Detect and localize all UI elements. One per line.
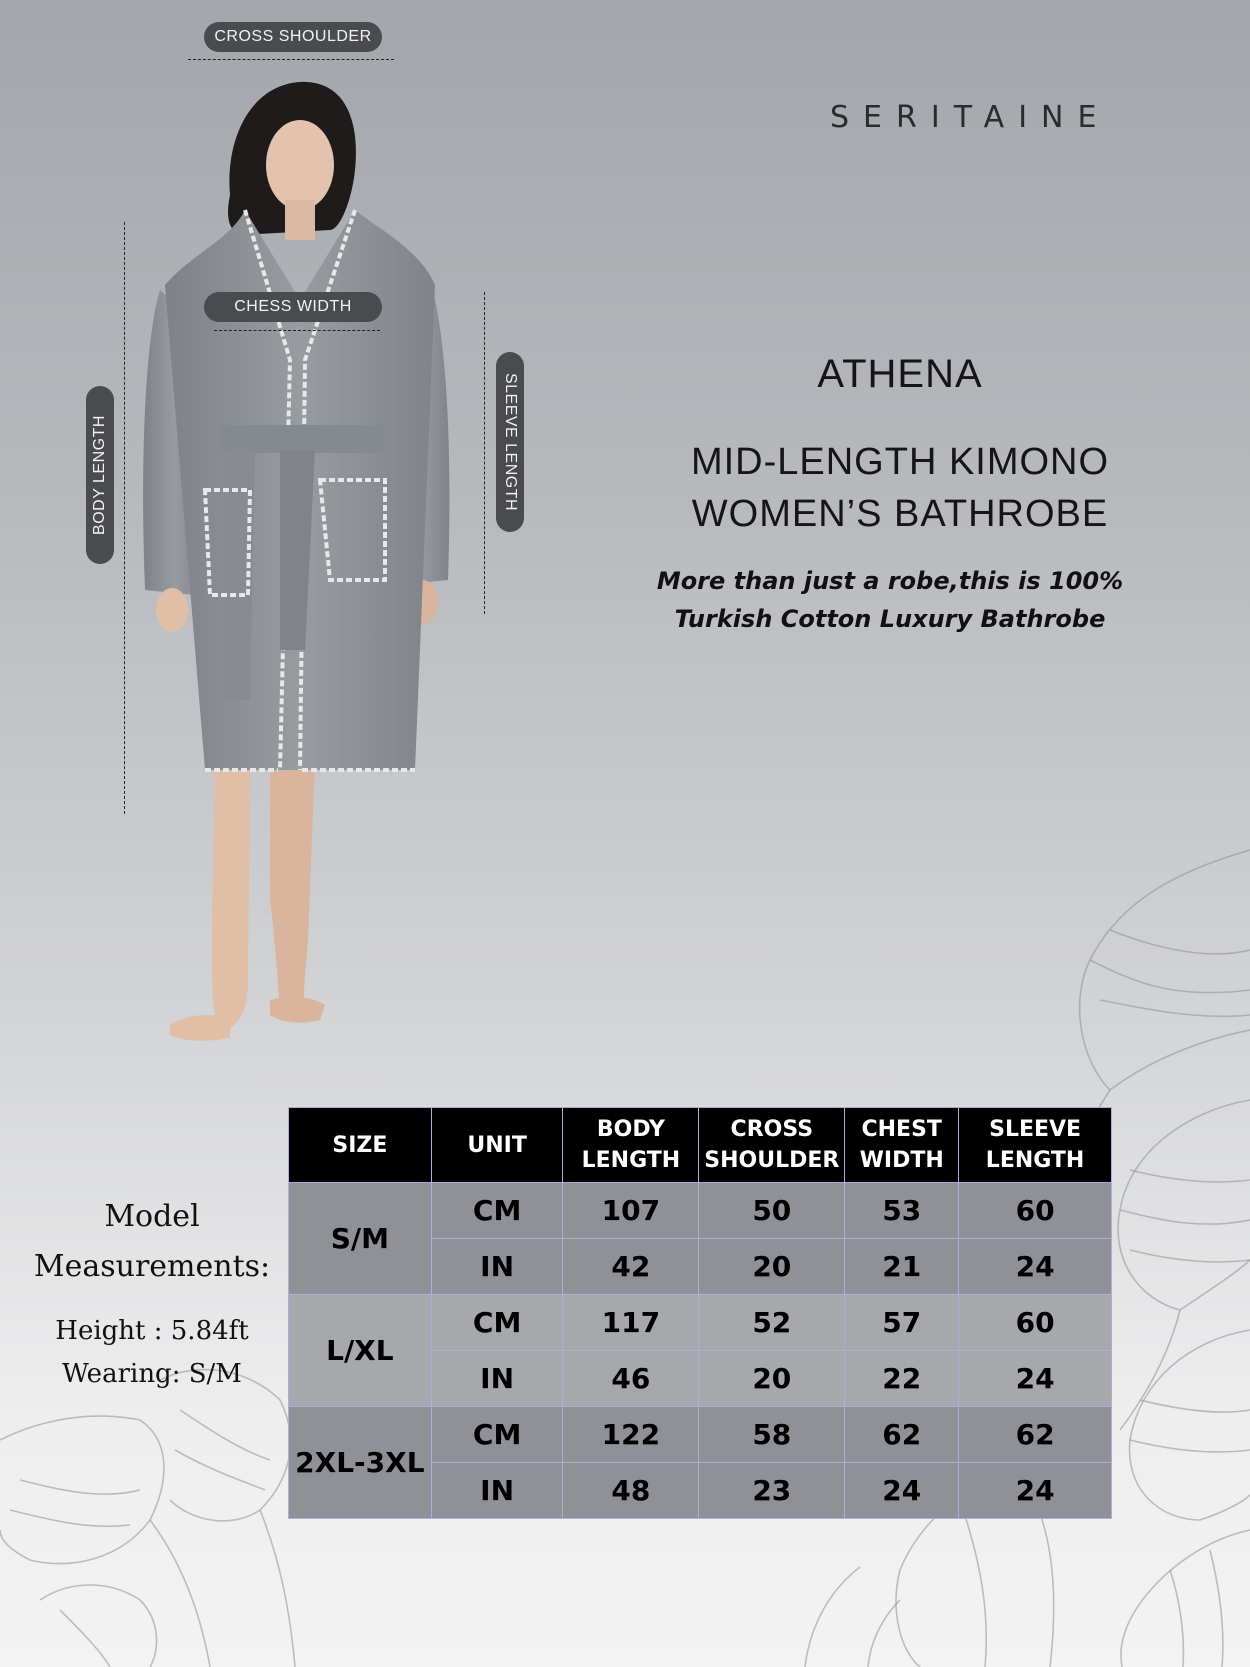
sleeve-length-cell: 24 [959,1239,1112,1295]
cross-shoulder-cell: 20 [699,1351,845,1407]
sleeve-length-cell: 60 [959,1295,1112,1351]
size-cell: L/XL [289,1295,432,1407]
sleeve-length-cell: 60 [959,1183,1112,1239]
product-subtitle [620,436,1180,540]
unit-cell: CM [431,1295,563,1351]
cross-shoulder-line [188,59,394,60]
sleeve-length-line [484,292,485,614]
sleeve-length-cell: 24 [959,1351,1112,1407]
model-wearing: Wearing: S/M [62,1359,242,1389]
header-sleeve-length: SLEEVE LENGTH [959,1108,1112,1183]
header-cross-shoulder: CROSS SHOULDER [699,1108,845,1183]
model-measurements-values [22,1310,282,1396]
unit-cell: CM [431,1407,563,1463]
cross-shoulder-label: CROSS SHOULDER [204,22,382,52]
cross-shoulder-cell: 58 [699,1407,845,1463]
model-measurements-title: Model Measurements: [33,1199,271,1284]
cross-shoulder-cell: 52 [699,1295,845,1351]
sleeve-length-label: SLEEVE LENGTH [496,352,524,532]
brand-logo: SERITAINE [830,100,1111,135]
header-body-length: BODY LENGTH [563,1108,699,1183]
unit-cell: IN [431,1351,563,1407]
body-length-cell: 42 [563,1239,699,1295]
unit-cell: CM [431,1183,563,1239]
body-length-line [124,222,125,814]
tagline-line1: More than just a robe,this is 100% [656,567,1124,595]
header-unit: UNIT [431,1108,563,1183]
cross-shoulder-cell: 50 [699,1183,845,1239]
sleeve-length-cell: 62 [959,1407,1112,1463]
chest-width-label: CHESS WIDTH [204,292,382,322]
size-cell: 2XL-3XL [289,1407,432,1519]
table-row [289,1407,1112,1463]
body-length-cell: 117 [563,1295,699,1351]
unit-cell: IN [431,1239,563,1295]
size-chart-table [288,1107,1112,1519]
header-chest-width: CHEST WIDTH [845,1108,959,1183]
model-height: Height : 5.84ft [55,1316,249,1346]
body-length-cell: 122 [563,1407,699,1463]
chest-width-line [214,330,380,331]
body-length-cell: 107 [563,1183,699,1239]
product-name: ATHENA [817,352,983,396]
body-length-cell: 46 [563,1351,699,1407]
cross-shoulder-cell: 20 [699,1239,845,1295]
unit-cell: IN [431,1463,563,1519]
body-length-cell: 48 [563,1463,699,1519]
chest-width-cell: 57 [845,1295,959,1351]
table-header-row [289,1108,1112,1183]
model-photo [130,80,490,1110]
product-tagline [630,562,1150,638]
header-size: SIZE [289,1108,432,1183]
product-subtitle-line1: MID-LENGTH KIMONO [690,441,1110,483]
chest-width-cell: 21 [845,1239,959,1295]
table-row [289,1295,1112,1351]
chest-width-cell: 62 [845,1407,959,1463]
cross-shoulder-cell: 23 [699,1463,845,1519]
size-cell: S/M [289,1183,432,1295]
table-row [289,1183,1112,1239]
body-length-label: BODY LENGTH [86,386,114,564]
chest-width-cell: 24 [845,1463,959,1519]
chest-width-cell: 53 [845,1183,959,1239]
sleeve-length-cell: 24 [959,1463,1112,1519]
chest-width-cell: 22 [845,1351,959,1407]
tagline-line2: Turkish Cotton Luxury Bathrobe [674,605,1106,633]
product-subtitle-line2: WOMEN’S BATHROBE [691,493,1109,535]
